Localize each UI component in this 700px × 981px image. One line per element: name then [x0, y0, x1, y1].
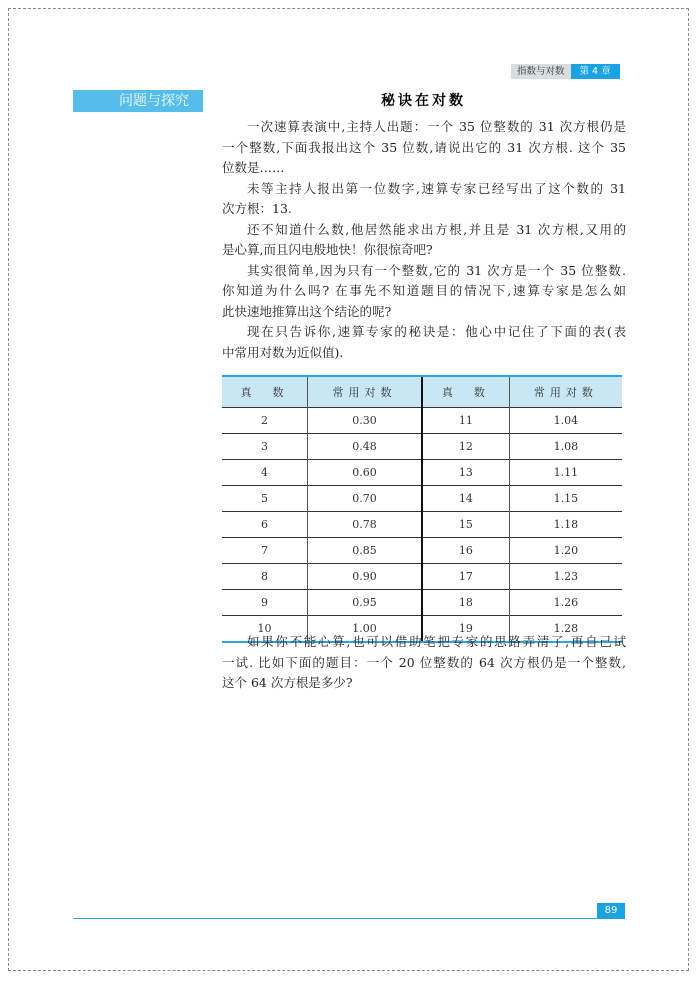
- paragraph: [222, 632, 626, 694]
- page-number: 89: [597, 903, 625, 919]
- table-cell: 13: [422, 460, 509, 486]
- table-cell: 0.60: [308, 460, 422, 486]
- text-line: 次方根：13.: [222, 201, 292, 216]
- text-line: 还不知道什么数,他居然能求出方根,并且是 31 次方根,又用的: [247, 221, 626, 237]
- table-cell: 10: [222, 616, 308, 643]
- table-cell: 0.30: [308, 408, 422, 434]
- text-line: 一个整数,下面我报出这个 35 位数,请说出它的 31 次方根. 这个 35: [222, 139, 626, 155]
- table-cell: 9: [222, 590, 308, 616]
- table-row: [222, 434, 622, 460]
- table-cell: 16: [422, 538, 509, 564]
- table-cell: 0.48: [308, 434, 422, 460]
- column-header: 常用对数: [509, 376, 622, 408]
- table-cell: 0.70: [308, 486, 422, 512]
- paragraph: [222, 117, 626, 179]
- text-line: 中常用对数为近似值).: [222, 344, 344, 360]
- table-cell: 19: [422, 616, 509, 643]
- table-cell: 5: [222, 486, 308, 512]
- table-cell: 18: [422, 590, 509, 616]
- table-cell: 0.78: [308, 512, 422, 538]
- table-cell: 1.04: [509, 408, 622, 434]
- section-label: 问题与探究: [73, 90, 203, 112]
- table-row: [222, 512, 622, 538]
- table-row: [222, 538, 622, 564]
- table-cell: 15: [422, 512, 509, 538]
- chapter-number: 第 4 章: [571, 64, 620, 79]
- paragraph: [222, 179, 626, 220]
- log-table: [222, 375, 622, 643]
- paragraph: [222, 261, 626, 323]
- text-line: 位数是……: [222, 160, 285, 175]
- table-row: [222, 460, 622, 486]
- table-cell: 1.11: [509, 460, 622, 486]
- table-cell: 0.85: [308, 538, 422, 564]
- table-cell: 6: [222, 512, 308, 538]
- table-cell: 4: [222, 460, 308, 486]
- footer-rule: [73, 918, 597, 919]
- text-line: 是心算,而且闪电般地快！你很惊奇吧?: [222, 242, 433, 257]
- table-cell: 17: [422, 564, 509, 590]
- table-cell: 1.26: [509, 590, 622, 616]
- paragraph: [222, 220, 626, 261]
- article-body: [222, 117, 626, 363]
- closing-paragraph: [222, 632, 626, 694]
- text-line: 此快速地推算出这个结论的呢?: [222, 303, 392, 319]
- table-cell: 1.20: [509, 538, 622, 564]
- table-cell: 12: [422, 434, 509, 460]
- table-cell: 2: [222, 408, 308, 434]
- table-cell: 0.90: [308, 564, 422, 590]
- text-line: 你知道为什么吗? 在事先不知道题目的情况下,速算专家是怎么如: [222, 283, 626, 298]
- table-cell: 1.00: [308, 616, 422, 643]
- table-cell: 11: [422, 408, 509, 434]
- table-cell: 7: [222, 538, 308, 564]
- table-cell: 1.08: [509, 434, 622, 460]
- table-cell: 8: [222, 564, 308, 590]
- table-cell: 1.18: [509, 512, 622, 538]
- text-line: 其实很简单,因为只有一个整数,它的 31 次方是一个 35 位整数.: [247, 262, 626, 278]
- text-line: 一次速算表演中,主持人出题：一个 35 位整数的 31 次方根仍是: [247, 119, 626, 134]
- table-row: [222, 408, 622, 434]
- column-header: 真 数: [222, 376, 308, 408]
- table-row: [222, 486, 622, 512]
- column-header: 常用对数: [308, 376, 422, 408]
- table-cell: 0.95: [308, 590, 422, 616]
- chapter-topic: 指数与对数: [511, 64, 571, 79]
- table-cell: 3: [222, 434, 308, 460]
- text-line: 如果你不能心算,也可以借助笔把专家的思路弄清了,再自己试: [247, 634, 626, 649]
- table-cell: 1.23: [509, 564, 622, 590]
- article-title: 秘诀在对数: [381, 93, 466, 109]
- table-row: [222, 590, 622, 616]
- table-cell: 1.28: [509, 616, 622, 643]
- table-cell: 14: [422, 486, 509, 512]
- column-header: 真 数: [422, 376, 509, 408]
- table-row: [222, 564, 622, 590]
- text-line: 一试. 比如下面的题目：一个 20 位整数的 64 次方根仍是一个整数,: [222, 654, 626, 670]
- text-line: 这个 64 次方根是多少?: [222, 675, 353, 690]
- paragraph: [222, 322, 626, 363]
- text-line: 现在只告诉你,速算专家的秘诀是：他心中记住了下面的表(表: [247, 324, 626, 339]
- text-line: 未等主持人报出第一位数字,速算专家已经写出了这个数的 31: [247, 180, 626, 196]
- chapter-tag: [511, 64, 620, 79]
- table-cell: 1.15: [509, 486, 622, 512]
